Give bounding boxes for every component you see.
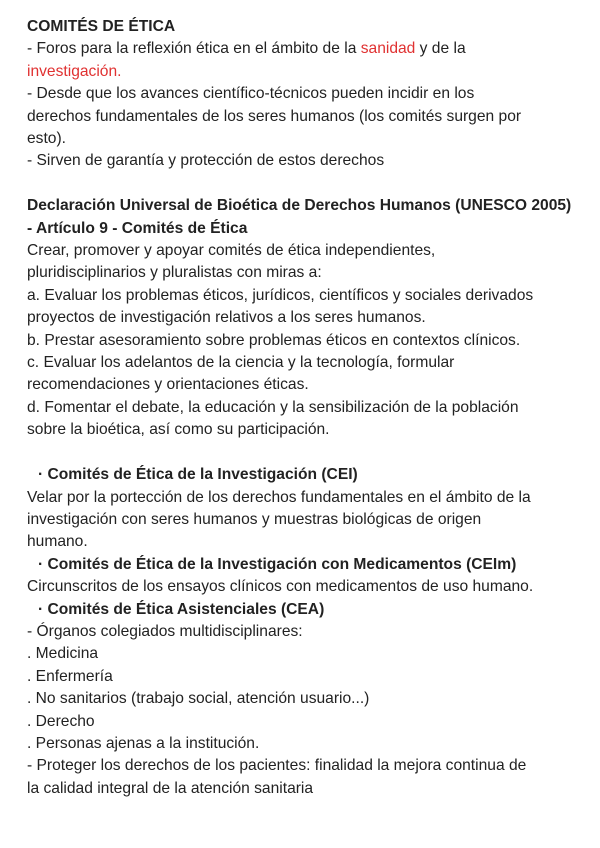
- intro-line-1-pre: - Foros para la reflexión ética en el ámbito de la: [27, 40, 361, 58]
- cei-heading: · Comités de Ética de la Investigación (CEI): [38, 466, 358, 484]
- cea-heading: · Comités de Ética Asistenciales (CEA): [38, 600, 325, 618]
- article-title: - Artículo 9 - Comités de Ética: [27, 219, 248, 237]
- intro-line: - Desde que los avances científico-técnicos pueden incidir en los: [27, 85, 475, 103]
- intro-line-1: [27, 38, 576, 60]
- intro-line: esto).: [27, 130, 66, 148]
- intro-line: derechos fundamentales de los seres humanos (los comités surgen por: [27, 107, 522, 125]
- declaration-line: b. Prestar asesoramiento sobre problemas éticos en contextos clínicos.: [27, 331, 521, 349]
- cea-line: . Medicina: [27, 645, 99, 663]
- cea-line: . No sanitarios (trabajo social, atención usuario...): [27, 690, 370, 708]
- highlight-sanidad: sanidad: [360, 40, 416, 58]
- declaration-line: d. Fomentar el debate, la educación y la sensibilización de la población: [27, 398, 519, 416]
- cea-line: la calidad integral de la atención sanitaria: [27, 779, 314, 797]
- cei-line: humano.: [27, 533, 88, 551]
- declaration-line: c. Evaluar los adelantos de la ciencia y la tecnología, formular: [27, 354, 455, 372]
- cea-line: - Proteger los derechos de los pacientes: finalidad la mejora continua de: [27, 757, 527, 775]
- cei-line: investigación con seres humanos y muestras biológicas de origen: [27, 510, 482, 528]
- cea-line: . Enfermería: [27, 667, 113, 685]
- spacer: [27, 442, 576, 464]
- declaration-line: recomendaciones y orientaciones éticas.: [27, 376, 309, 394]
- cea-line: . Derecho: [27, 712, 95, 730]
- cei-line: Velar por la portección de los derechos fundamentales en el ámbito de la: [27, 488, 531, 506]
- ceim-heading: · Comités de Ética de la Investigación con Medicamentos (CEIm): [38, 555, 517, 573]
- declaration-line: pluridisciplinarios y pluralistas con miras a:: [27, 264, 322, 282]
- declaration-line: a. Evaluar los problemas éticos, jurídicos, científicos y sociales derivados: [27, 286, 534, 304]
- cea-line: - Órganos colegiados multidisciplinares:: [27, 622, 303, 640]
- declaration-line: proyectos de investigación relativos a los seres humanos.: [27, 309, 426, 327]
- highlight-investigacion: investigación.: [27, 62, 122, 80]
- ceim-line: Circunscritos de los ensayos clínicos con medicamentos de uso humano.: [27, 578, 534, 596]
- cea-line: . Personas ajenas a la institución.: [27, 734, 260, 752]
- declaration-line: Crear, promover y apoyar comités de ética independientes,: [27, 242, 436, 260]
- intro-line: - Sirven de garantía y protección de estos derechos: [27, 152, 385, 170]
- declaration-line: sobre la bioética, así como su participación.: [27, 421, 330, 439]
- spacer: [27, 173, 576, 195]
- intro-line-1-post: y de la: [415, 40, 466, 58]
- declaration-title: Declaración Universal de Bioética de Derechos Humanos (UNESCO 2005): [27, 197, 572, 215]
- page-title: COMITÉS DE ÉTICA: [27, 18, 176, 35]
